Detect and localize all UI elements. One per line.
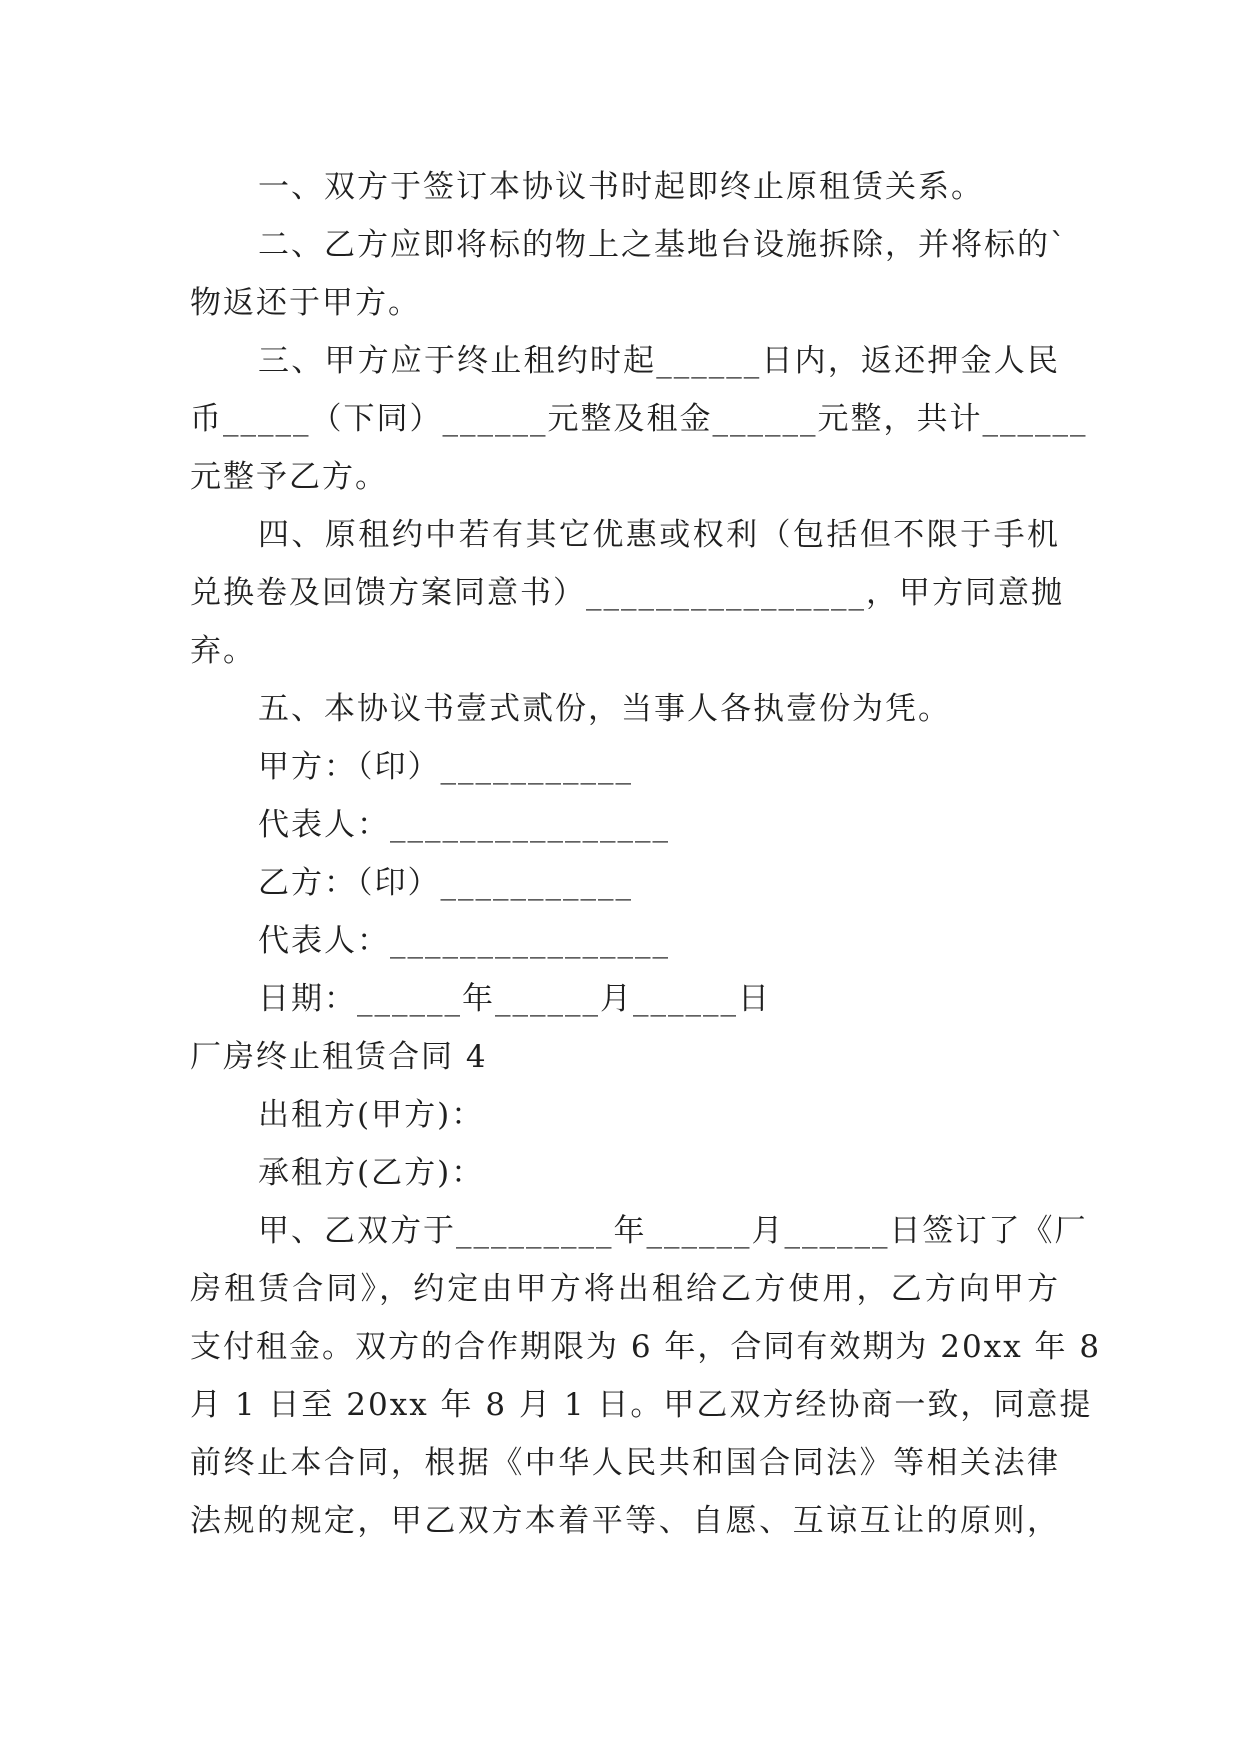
body-line-6: 法规的规定，甲乙双方本着平等、自愿、互谅互让的原则， bbox=[190, 1503, 1060, 1539]
clause-1-line: 一、双方于签订本协议书时起即终止原租赁关系。 bbox=[258, 169, 984, 205]
section-title: 厂房终止租赁合同 4 bbox=[190, 1039, 488, 1075]
body-line-5: 前终止本合同，根据《中华人民共和国合同法》等相关法律 bbox=[190, 1445, 1060, 1481]
body-line-3: 支付租金。双方的合作期限为 6 年，合同有效期为 20xx 年 8 bbox=[190, 1329, 1102, 1365]
body-line-4: 月 1 日至 20xx 年 8 月 1 日。甲乙双方经协商一致，同意提 bbox=[190, 1387, 1093, 1423]
party-a-representative-line: 代表人：________________ bbox=[258, 807, 670, 843]
clause-2-line-1: 二、乙方应即将标的物上之基地台设施拆除，并将标的` bbox=[258, 227, 1068, 263]
party-a-seal-line: 甲方：（印）___________ bbox=[258, 749, 633, 785]
body-line-2: 房租赁合同》，约定由甲方将出租给乙方使用，乙方向甲方 bbox=[190, 1271, 1060, 1307]
lessor-line: 出租方(甲方)： bbox=[258, 1097, 485, 1133]
document-body bbox=[190, 158, 1102, 1550]
clause-2-line-2: 物返还于甲方。 bbox=[190, 285, 421, 321]
clause-3-line-1: 三、甲方应于终止租约时起______日内，返还押金人民 bbox=[258, 343, 1060, 379]
clause-4-line-1: 四、原租约中若有其它优惠或权利（包括但不限于手机 bbox=[258, 517, 1060, 553]
body-line-1: 甲、乙双方于_________年______月______日签订了《厂 bbox=[258, 1213, 1088, 1249]
clause-3-line-3: 元整予乙方。 bbox=[190, 459, 388, 495]
party-b-representative-line: 代表人：________________ bbox=[258, 923, 670, 959]
clause-4-line-3: 弃。 bbox=[190, 633, 256, 669]
clause-4-line-2: 兑换卷及回馈方案同意书）________________，甲方同意抛 bbox=[190, 575, 1064, 611]
lessee-line: 承租方(乙方)： bbox=[258, 1155, 485, 1191]
party-b-seal-line: 乙方：（印）___________ bbox=[258, 865, 633, 901]
clause-5-line: 五、本协议书壹式贰份，当事人各执壹份为凭。 bbox=[258, 691, 951, 727]
date-line: 日期：______年______月______日 bbox=[258, 981, 771, 1017]
clause-3-line-2: 币_____（下同）______元整及租金______元整，共计______ bbox=[190, 401, 1088, 437]
